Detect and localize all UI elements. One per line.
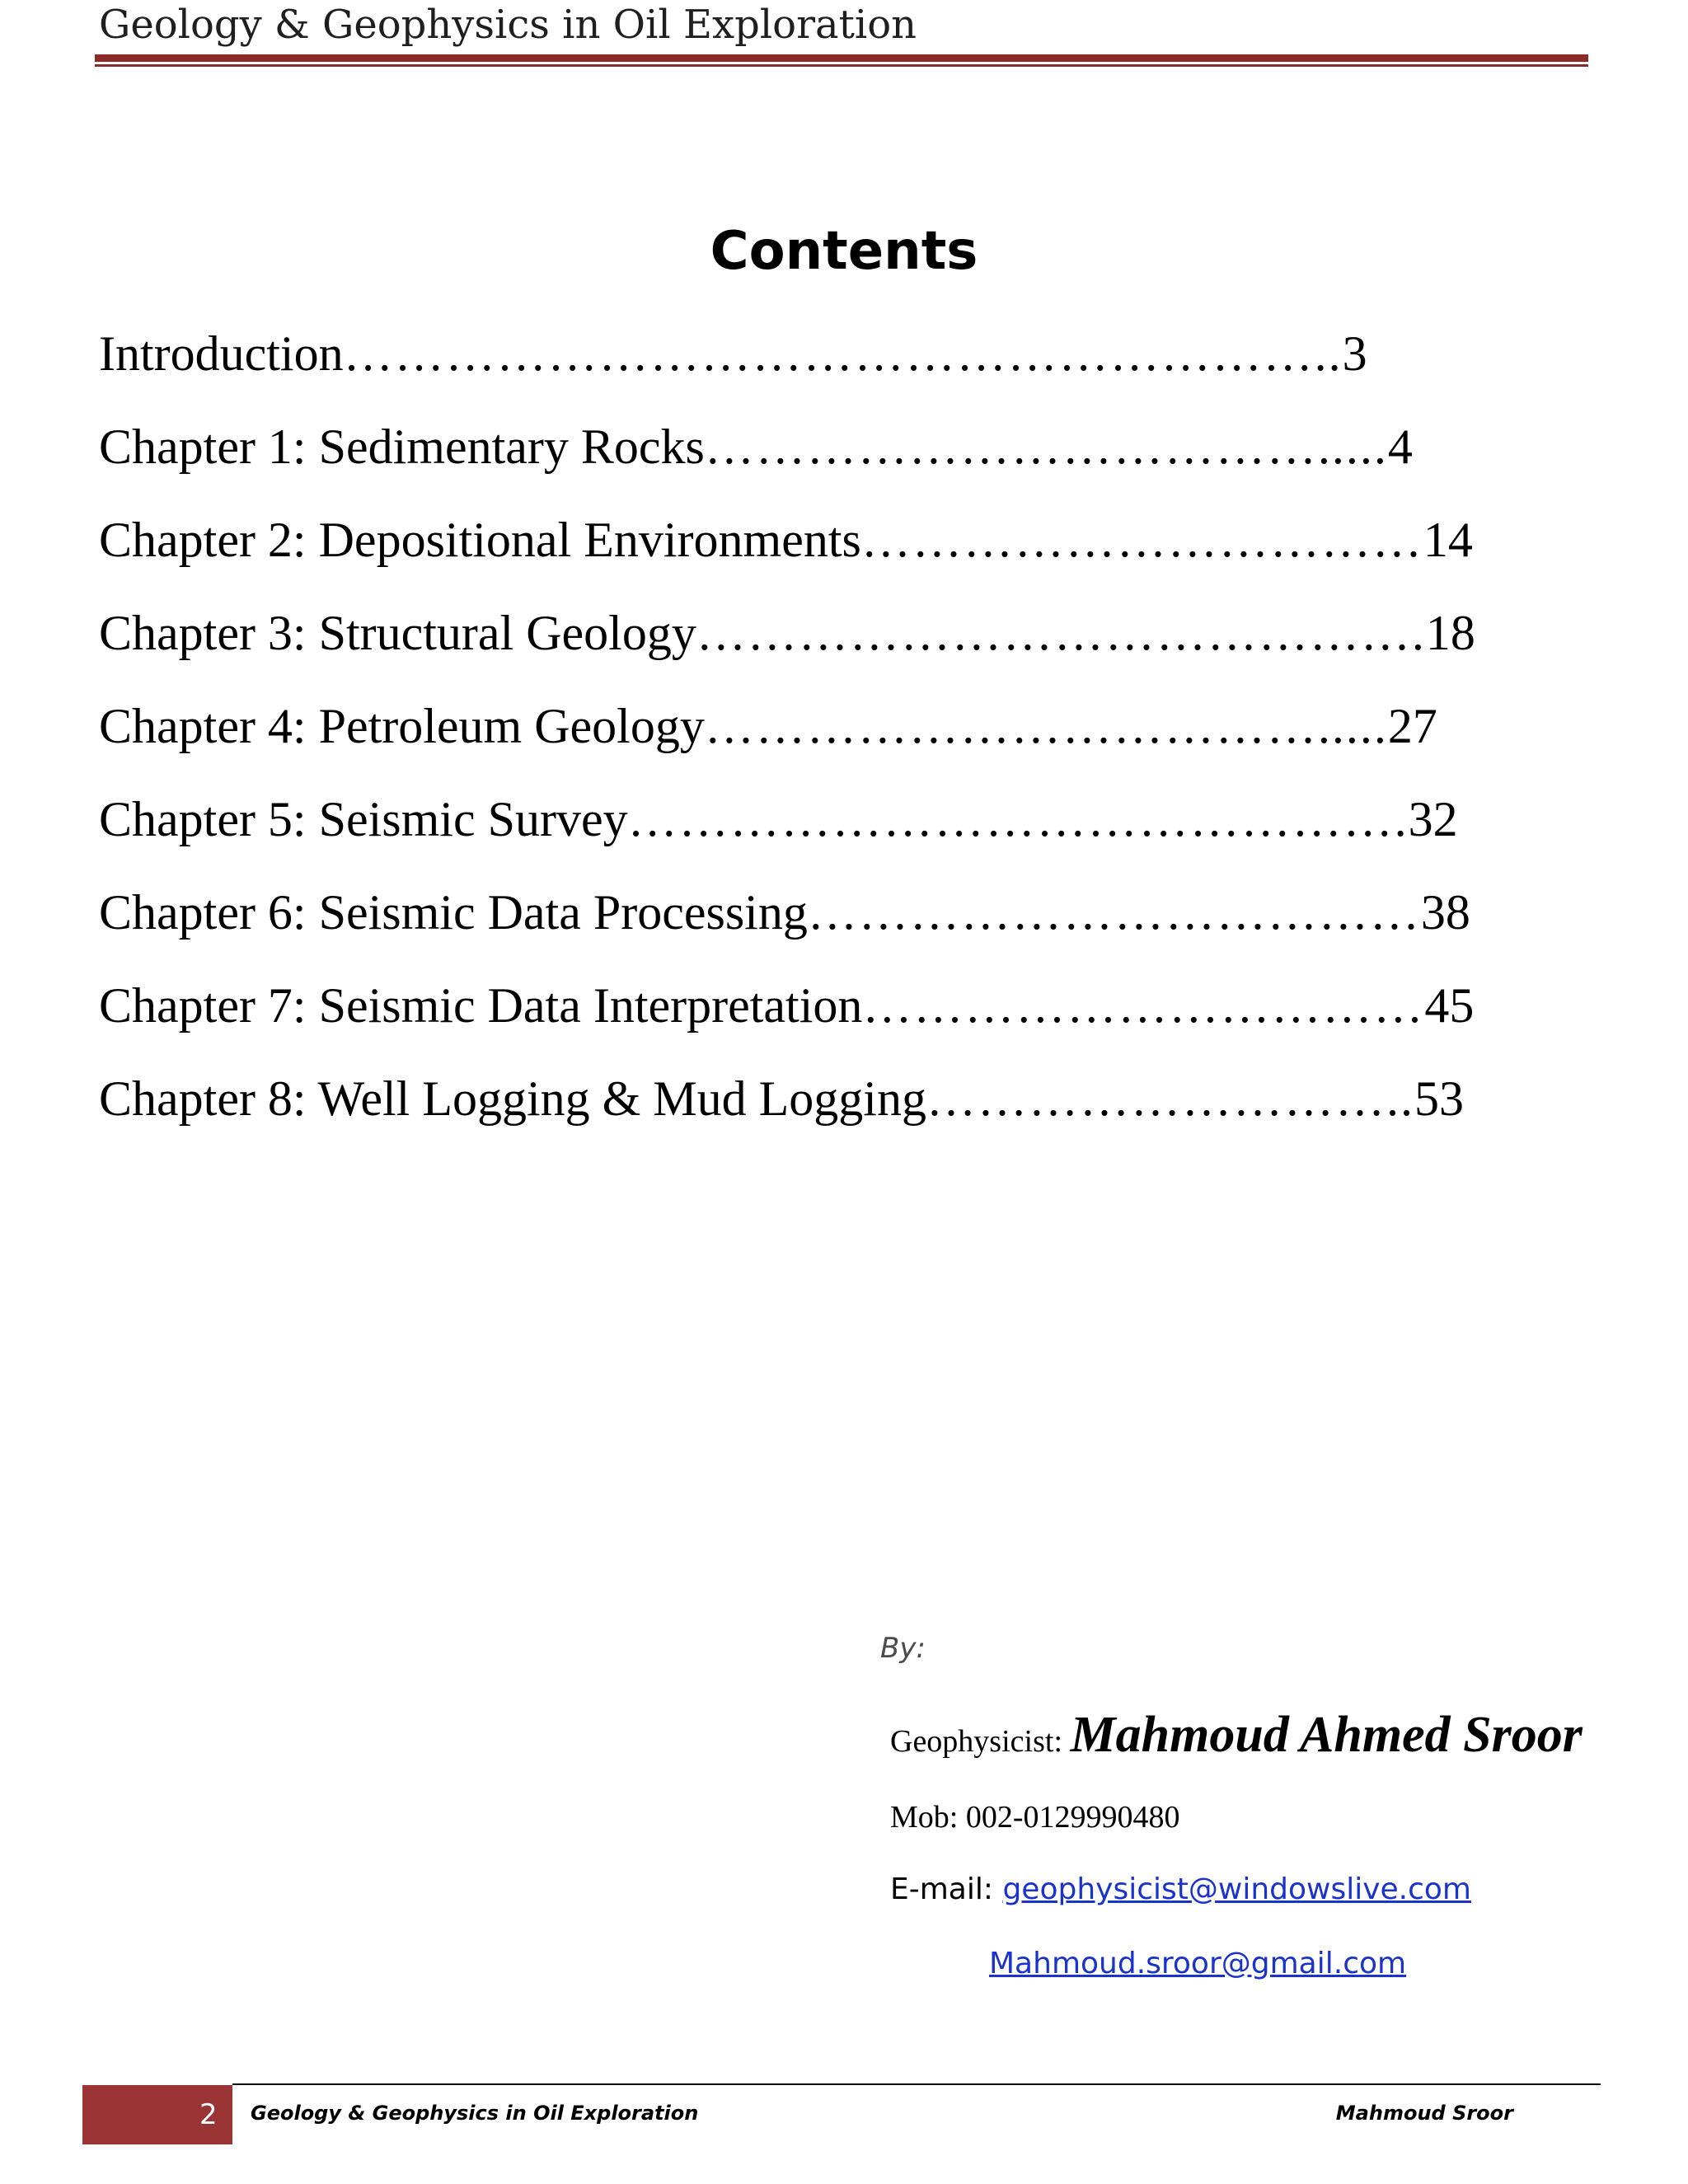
footer-author: Mahmoud Sroor bbox=[1335, 2102, 1513, 2125]
email-label: E-mail: bbox=[890, 1872, 1003, 1906]
author-email-line-2 bbox=[989, 1947, 1406, 1980]
author-role: Geophysicist bbox=[890, 1724, 1054, 1759]
toc-entry-chapter-2[interactable] bbox=[99, 512, 1475, 605]
toc-entry-label: Chapter 7: Seismic Data Interpretation bbox=[99, 978, 863, 1033]
author-mobile: Mob: 002-0129990480 bbox=[890, 1800, 1180, 1835]
toc-entry-label: Chapter 6: Seismic Data Processing bbox=[99, 885, 808, 940]
toc-entry-page: 4 bbox=[1387, 419, 1413, 474]
header-rule-thick bbox=[95, 54, 1588, 62]
author-name: Mahmoud Ahmed Sroor bbox=[1070, 1707, 1582, 1763]
author-line bbox=[890, 1706, 1582, 1765]
toc-entry-page: 18 bbox=[1425, 606, 1475, 660]
toc-entry-page: 53 bbox=[1414, 1071, 1464, 1126]
toc-entry-label: Chapter 5: Seismic Survey bbox=[99, 792, 628, 846]
toc-entry-label: Chapter 3: Structural Geology bbox=[99, 606, 696, 660]
toc-entry-leader: ……………………….. bbox=[926, 1071, 1414, 1126]
toc-entry-leader: ………………………………………. bbox=[627, 792, 1409, 846]
toc-entry-page: 14 bbox=[1423, 513, 1473, 567]
toc-entry-chapter-6[interactable] bbox=[99, 884, 1475, 977]
email-link-secondary[interactable]: Mahmoud.sroor@gmail.com bbox=[989, 1947, 1407, 1980]
toc-entry-leader: ………………………………………………….. bbox=[343, 326, 1343, 381]
contents-heading: Contents bbox=[710, 221, 978, 282]
toc-entry-page: 3 bbox=[1342, 326, 1367, 381]
toc-entry-label: Introduction bbox=[99, 326, 344, 381]
author-email-line bbox=[890, 1872, 1471, 1906]
toc-entry-introduction[interactable] bbox=[99, 326, 1475, 419]
footer-page-number: 2 bbox=[199, 2098, 218, 2131]
toc-entry-page: 38 bbox=[1420, 885, 1470, 940]
toc-entry-label: Chapter 4: Petroleum Geology bbox=[99, 699, 705, 753]
toc-entry-leader: ………………………………..... bbox=[704, 419, 1388, 474]
toc-entry-chapter-7[interactable] bbox=[99, 977, 1475, 1071]
toc-entry-leader: …………………………… bbox=[862, 978, 1425, 1033]
toc-entry-page: 45 bbox=[1424, 978, 1475, 1033]
table-of-contents bbox=[99, 326, 1475, 1164]
toc-entry-label: Chapter 8: Well Logging & Mud Logging bbox=[99, 1071, 926, 1126]
running-header-title: Geology & Geophysics in Oil Exploration bbox=[99, 2, 917, 48]
toc-entry-label: Chapter 1: Sedimentary Rocks bbox=[99, 419, 705, 474]
email-link-primary[interactable]: geophysicist@windowslive.com bbox=[1002, 1872, 1471, 1906]
toc-entry-leader: ……………………………………. bbox=[696, 606, 1426, 660]
toc-entry-label: Chapter 2: Depositional Environments bbox=[99, 513, 861, 567]
footer-title: Geology & Geophysics in Oil Exploration bbox=[251, 2102, 699, 2125]
toc-entry-leader: …………………………… bbox=[860, 513, 1423, 567]
by-label: By: bbox=[880, 1632, 926, 1665]
toc-entry-chapter-8[interactable] bbox=[99, 1071, 1475, 1164]
toc-entry-page: 27 bbox=[1387, 699, 1437, 753]
author-separator: : bbox=[1053, 1724, 1071, 1759]
toc-entry-chapter-5[interactable] bbox=[99, 791, 1475, 884]
toc-entry-chapter-4[interactable] bbox=[99, 698, 1475, 791]
toc-entry-leader: ………………………………..... bbox=[704, 699, 1388, 753]
footer-rule bbox=[232, 2083, 1601, 2085]
toc-entry-leader: ……………………………… bbox=[807, 885, 1421, 940]
toc-entry-chapter-1[interactable] bbox=[99, 419, 1475, 512]
toc-entry-page: 32 bbox=[1408, 792, 1458, 846]
header-rule-thin bbox=[95, 64, 1588, 67]
toc-entry-chapter-3[interactable] bbox=[99, 605, 1475, 698]
